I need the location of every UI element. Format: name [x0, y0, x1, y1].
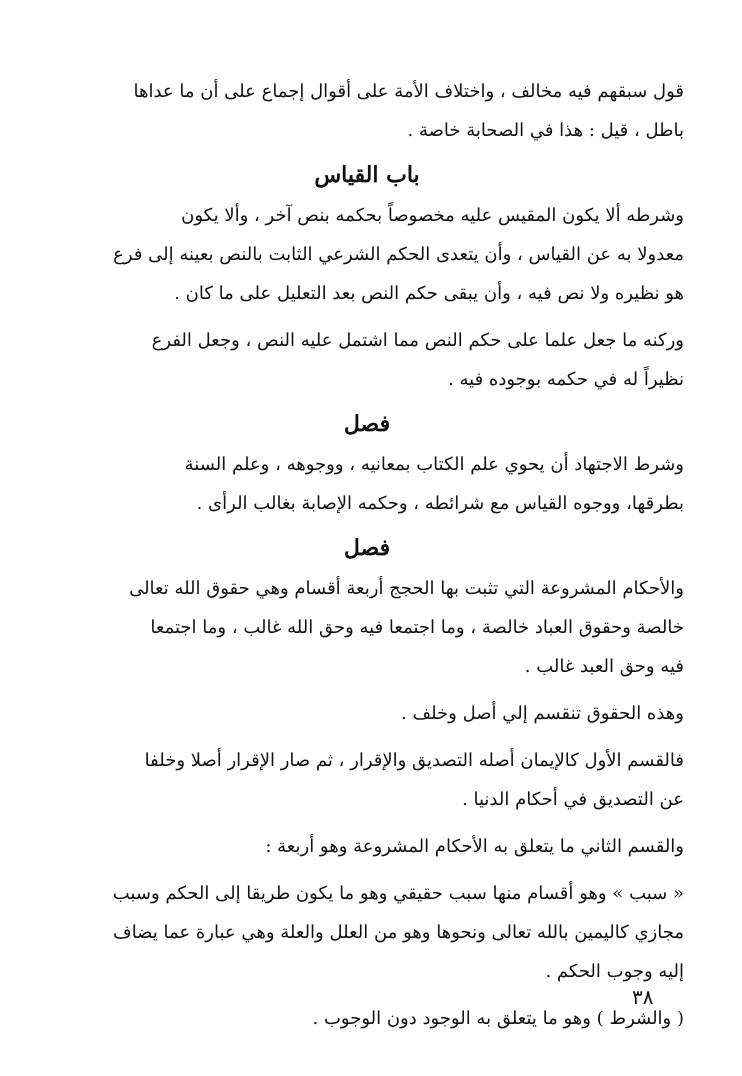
text-line: هو نظيره ولا نص فيه ، وأن يبقى حكم النص بعد التعليل على ما كان .: [174, 283, 684, 304]
chapter-heading-qiyas: باب القياس: [314, 162, 420, 188]
paragraph-ijma-continued: [50, 72, 684, 150]
text-line: نظيراً له في حكمه بوجوده فيه .: [448, 369, 684, 390]
text-line: معدولا به عن القياس ، وأن يتعدى الحكم الشرعي الثابت بالنص بعينه إلى فرع: [113, 244, 684, 265]
paragraph-huquq: [50, 694, 684, 733]
text-line: قول سبقهم فيه مخالف ، واختلاف الأمة على أقوال إجماع على أن ما عداها: [133, 81, 684, 102]
text-line: باطل ، قيل : هذا في الصحابة خاصة .: [407, 120, 684, 141]
text-line: ( والشرط ) وهو ما يتعلق به الوجود دون الوجوب .: [312, 1008, 684, 1029]
paragraph-second-section: [50, 827, 684, 866]
text-line: وشرطه ألا يكون المقيس عليه مخصوصاً بحكمه بنص آخر ، وألا يكون: [181, 205, 684, 226]
text-line: وركنه ما جعل علما على حكم النص مما اشتمل عليه النص ، وجعل الفرع: [151, 330, 684, 351]
section-heading-fasl: فصل: [343, 411, 391, 437]
paragraph-shart: [50, 999, 684, 1038]
paragraph-sabab: [50, 874, 684, 991]
text-line: مجازي كاليمين بالله تعالى ونحوها وهو من العلل والعلة وهي عبارة عما يضاف: [113, 922, 684, 943]
text-line: « سبب » وهو أقسام منها سبب حقيقي وهو ما يكون طريقا إلى الحكم وسبب: [112, 883, 684, 904]
text-line: والقسم الثاني ما يتعلق به الأحكام المشروعة وهو أربعة :: [265, 836, 684, 857]
paragraph-first-section: [50, 741, 684, 819]
paragraph-ijtihad: [50, 445, 684, 523]
paragraph-ahkam: [50, 569, 684, 686]
text-line: وهذه الحقوق تنقسم إلي أصل وخلف .: [401, 703, 684, 724]
section-heading-fasl: فصل: [343, 535, 391, 561]
paragraph-qiyas-conditions: [50, 196, 684, 313]
text-line: بطرقها، ووجوه القياس مع شرائطه ، وحكمه الإصابة بغالب الرأى .: [196, 493, 684, 514]
text-line: وشرط الاجتهاد أن يحوي علم الكتاب بمعانيه ، ووجوهه ، وعلم السنة: [184, 454, 684, 475]
text-line: عن التصديق في أحكام الدنيا .: [462, 789, 684, 810]
text-line: خالصة وحقوق العباد خالصة ، وما اجتمعا فيه وحق الله غالب ، وما اجتمعا: [150, 617, 684, 638]
text-line: إليه وجوب الحكم .: [545, 961, 684, 982]
text-line: فيه وحق العبد غالب .: [524, 656, 684, 677]
page-number: ٣٨: [632, 985, 654, 1009]
text-line: فالقسم الأول كالإيمان أصله التصديق والإقرار ، ثم صار الإقرار أصلا وخلفا: [144, 750, 684, 771]
paragraph-qiyas-pillar: [50, 321, 684, 399]
text-line: والأحكام المشروعة التي تثبت بها الحجج أربعة أقسام وهي حقوق الله تعالى: [129, 578, 684, 599]
